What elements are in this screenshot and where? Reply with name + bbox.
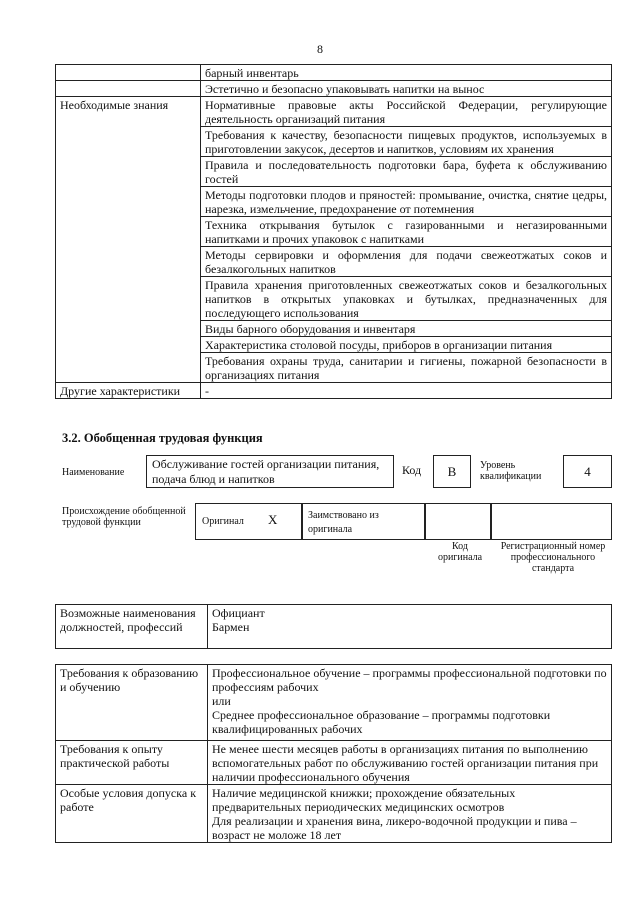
- table-row: [56, 97, 612, 127]
- row-value: Методы сервировки и оформления для подачи свежеотжатых соков и безалкогольных напитков: [201, 247, 612, 277]
- table-row: [56, 741, 612, 785]
- req-line: Наличие медицинской книжки; прохождение обязательных предварительных периодических медицинских осмотров: [212, 786, 516, 814]
- row-value: Эстетично и безопасно упаковывать напитки на вынос: [201, 81, 612, 97]
- original-mark: X: [268, 512, 278, 527]
- table-row: [56, 605, 612, 649]
- section-heading: 3.2. Обобщенная трудовая функция: [62, 431, 263, 445]
- code-value: B: [447, 464, 457, 479]
- roles-label: Возможные наименования должностей, профессий: [56, 605, 208, 649]
- row-value: Методы подготовки плодов и пряностей: промывание, очистка, снятие цедры, нарезка, измельчение, предохранение от потемнения: [201, 187, 612, 217]
- row-value: Правила хранения приготовленных свежеотжатых соков и безалкогольных напитков в открытых упаковках и бутылках, предназначенных для последующего использования: [201, 277, 612, 321]
- knowledge-table: [55, 64, 612, 399]
- req-value: [208, 665, 612, 741]
- original-label: Оригинал: [202, 516, 244, 527]
- row-value: Требования к качеству, безопасности пищевых продуктов, используемых в приготовлении закусок, десертов и напитков, условиям их хранения: [201, 127, 612, 157]
- row-label: Необходимые знания: [56, 97, 201, 383]
- req-label: Требования к образованию и обучению: [56, 665, 208, 741]
- code-box: [433, 455, 471, 488]
- row-label: Другие характеристики: [56, 383, 201, 399]
- function-name: Обслуживание гостей организации питания, подача блюд и напитков: [152, 457, 380, 486]
- requirements-table: [55, 664, 612, 843]
- row-value: -: [201, 383, 612, 399]
- row-label: [56, 81, 201, 97]
- roles-values: [208, 605, 612, 649]
- page-number: 8: [317, 42, 323, 56]
- req-label: Особые условия допуска к работе: [56, 785, 208, 843]
- row-value: Техника открывания бутылок с газированными и негазированными напитками и прочих упаковок с напитками: [201, 217, 612, 247]
- borrowed-label: Заимствовано из оригинала: [308, 510, 379, 535]
- name-label: Наименование: [62, 467, 125, 478]
- roles-table: [55, 604, 612, 649]
- function-name-box: [146, 455, 394, 488]
- row-value: Характеристика столовой посуды, приборов в организации питания: [201, 337, 612, 353]
- req-line: Среднее профессиональное образование – программы подготовки квалифицированных рабочих: [212, 708, 551, 736]
- code-original-caption: Код оригинала: [437, 541, 483, 563]
- reg-number-box: [491, 503, 612, 540]
- table-row: [56, 785, 612, 843]
- row-value: Нормативные правовые акты Российской Федерации, регулирующие деятельность организаций питания: [201, 97, 612, 127]
- row-value: Виды барного оборудования и инвентаря: [201, 321, 612, 337]
- req-line: Профессиональное обучение – программы профессиональной подготовки по профессиям рабочих: [212, 666, 607, 694]
- row-value: барный инвентарь: [201, 65, 612, 81]
- table-row: [56, 81, 612, 97]
- borrowed-box: [302, 503, 425, 540]
- level-value: 4: [584, 464, 591, 479]
- role-item: Бармен: [212, 620, 250, 634]
- row-value: Требования охраны труда, санитарии и гигиены, пожарной безопасности в организациях питания: [201, 353, 612, 383]
- row-label: [56, 65, 201, 81]
- table-row: [56, 383, 612, 399]
- req-value: [208, 741, 612, 785]
- row-value: Правила и последовательность подготовки бара, буфета к обслуживанию гостей: [201, 157, 612, 187]
- code-label: Код: [402, 463, 422, 477]
- req-line: или: [212, 694, 231, 708]
- table-row: [56, 65, 612, 81]
- req-value: [208, 785, 612, 843]
- table-row: [56, 665, 612, 741]
- code-original-box: [425, 503, 491, 540]
- reg-number-caption: Регистрационный номер профессионального стандарта: [500, 541, 606, 574]
- level-label: Уровень квалификации: [480, 460, 542, 482]
- origin-label: Происхождение обобщенной трудовой функции: [62, 506, 186, 528]
- role-item: Официант: [212, 606, 265, 620]
- req-label: Требования к опыту практической работы: [56, 741, 208, 785]
- req-line: Не менее шести месяцев работы в организациях питания по выполнению вспомогательных работ по обслуживанию гостей организации питания при наличии профессионального обучения: [212, 742, 599, 784]
- level-box: [563, 455, 612, 488]
- req-line: Для реализации и хранения вина, ликеро-водочной продукции и пива – возраст не моложе 18 лет: [212, 814, 577, 842]
- original-box: [195, 503, 302, 540]
